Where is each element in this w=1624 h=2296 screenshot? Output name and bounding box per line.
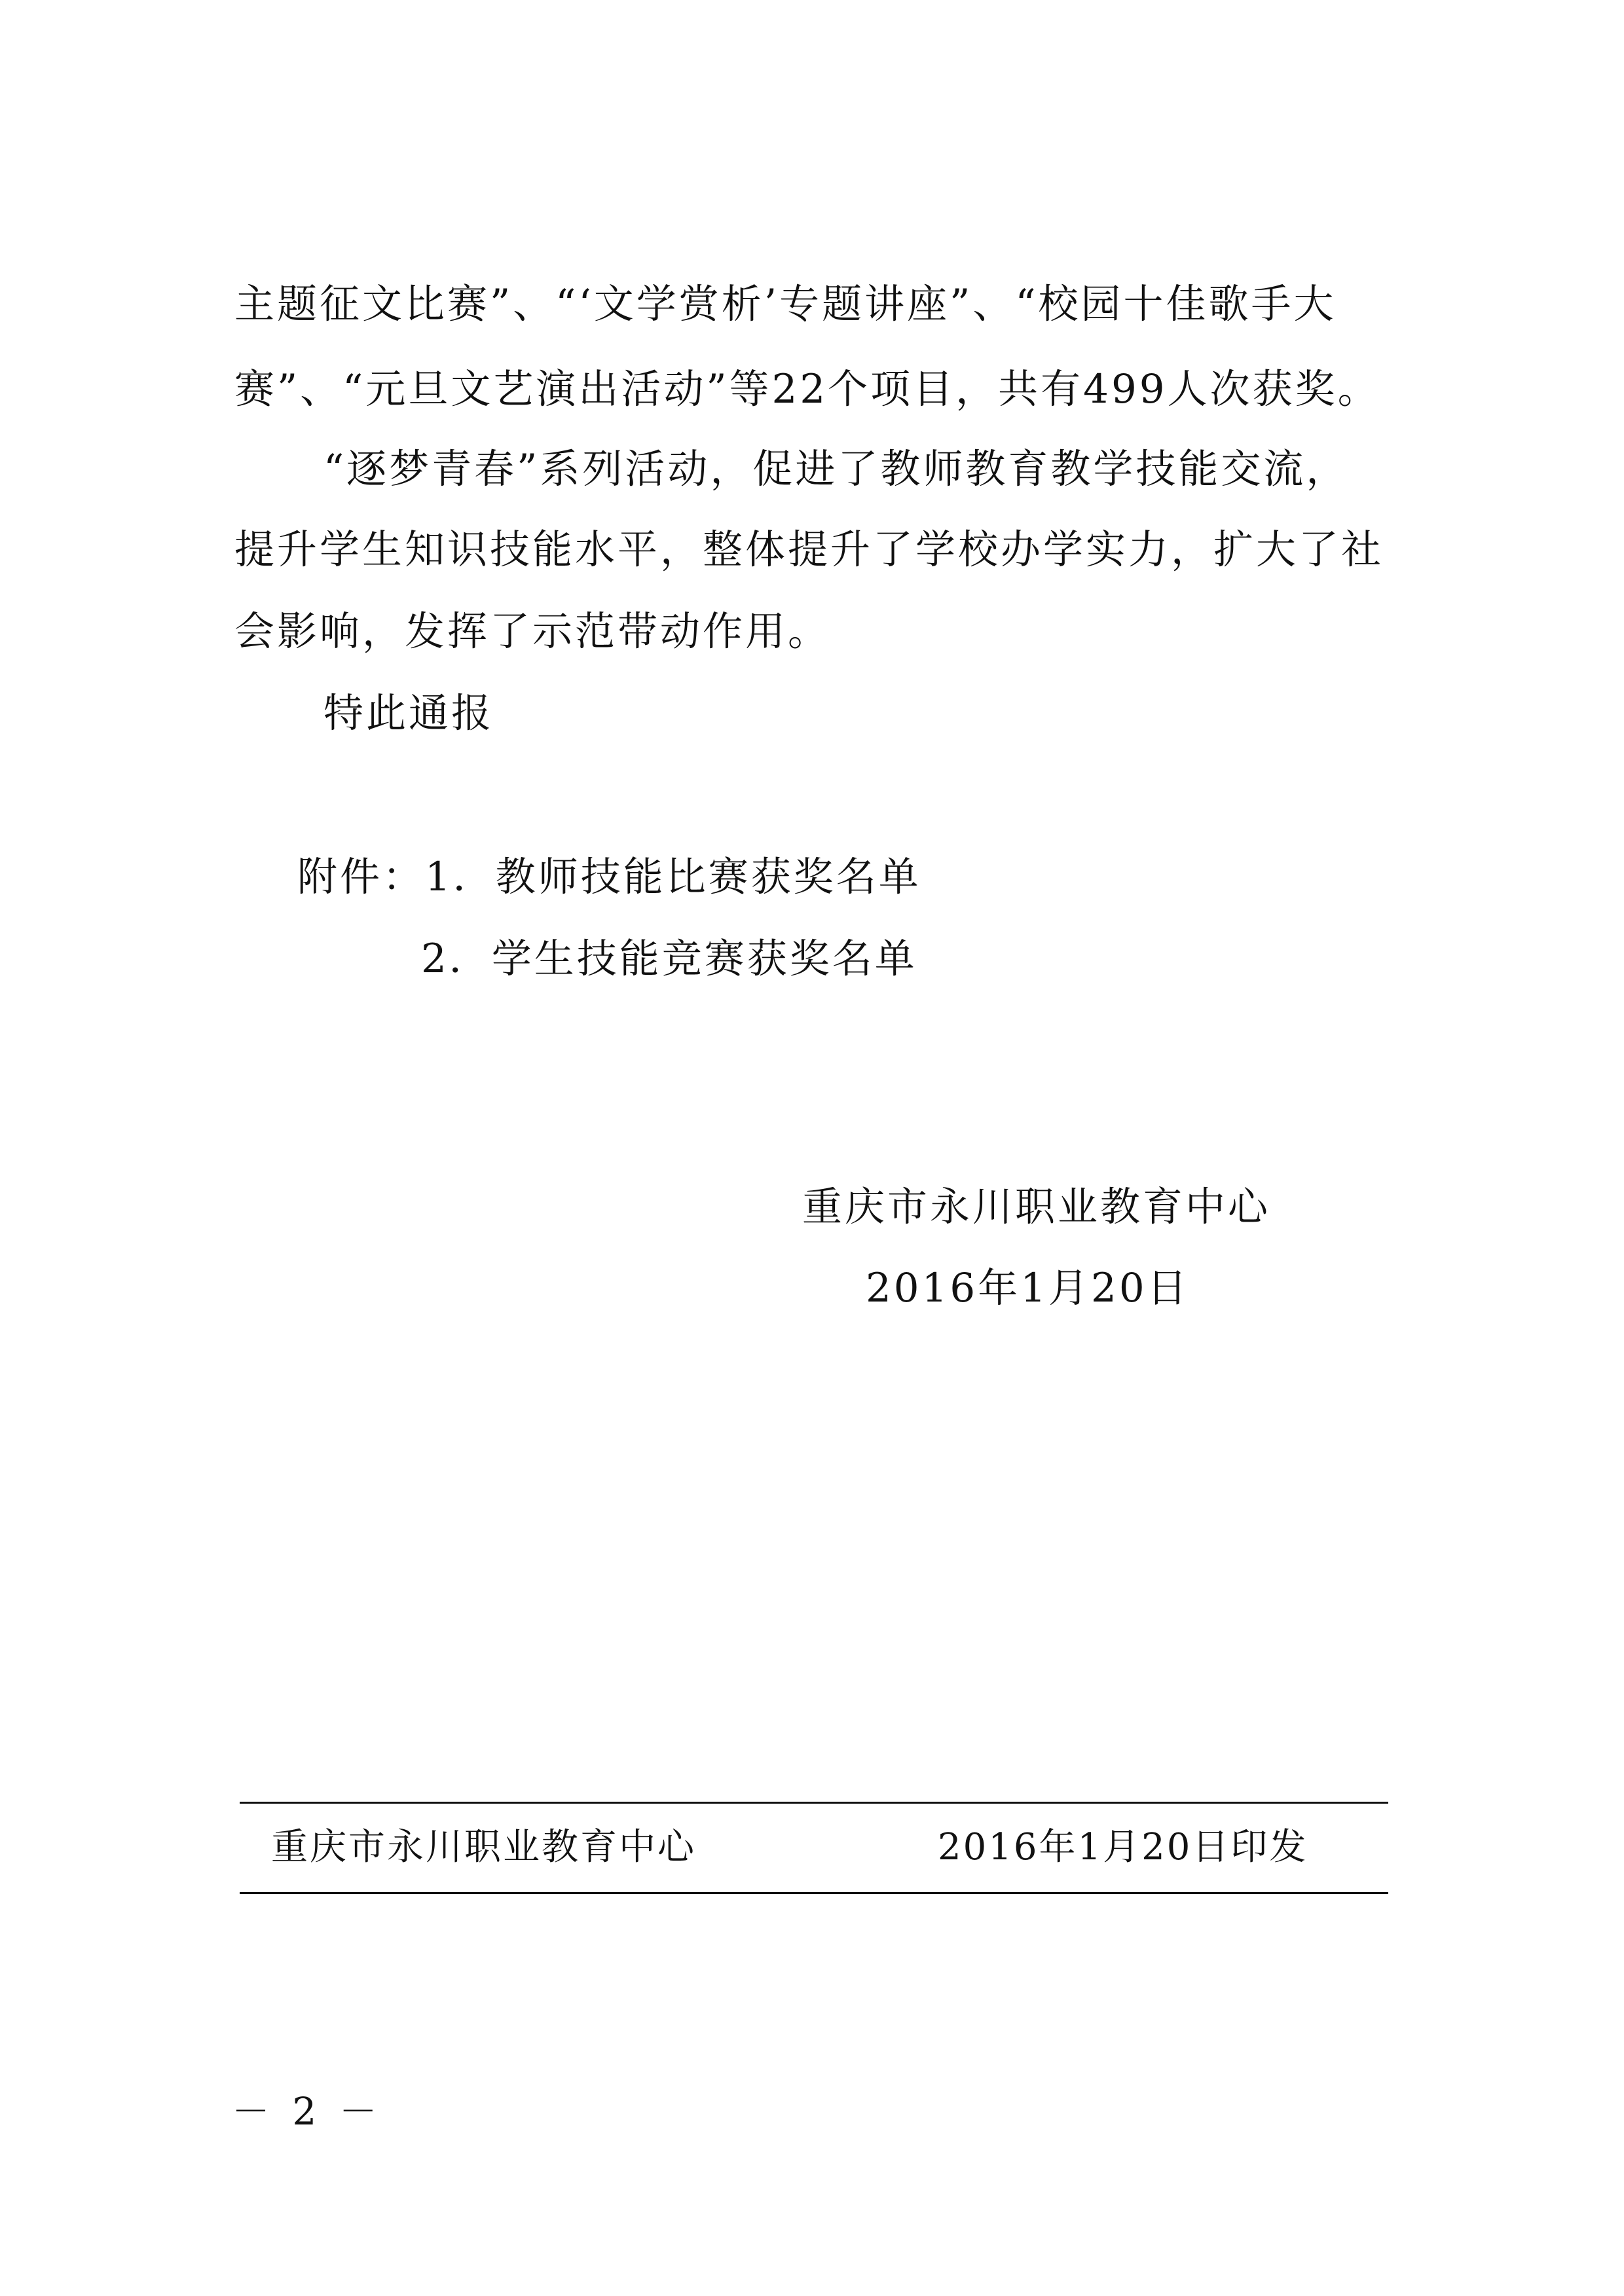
- attachment-line-2: 2．学生技能竞赛获奖名单: [421, 936, 917, 982]
- body-paragraph-2-line-2: 提升学生知识技能水平，整体提升了学校办学实力，扩大了社: [234, 526, 1384, 573]
- footer-top-rule: [240, 1802, 1388, 1804]
- body-paragraph-2-line-1: “逐梦青春”系列活动，促进了教师教育教学技能交流，: [323, 446, 1349, 492]
- body-paragraph-1-line-2: 赛”、“元旦文艺演出活动”等22个项目，共有499人次获奖。: [234, 366, 1380, 412]
- closing-text: 特此通报: [323, 690, 494, 737]
- page-number: － 2 －: [232, 2089, 382, 2134]
- body-paragraph-2-line-3: 会影响，发挥了示范带动作用。: [234, 608, 831, 655]
- footer-issue-date: 2016年1月20日印发: [938, 1826, 1308, 1868]
- signature-date: 2016年1月20日: [866, 1265, 1190, 1311]
- body-paragraph-1-line-1: 主题征文比赛”、“‘文学赏析’专题讲座”、“校园十佳歌手大: [234, 281, 1337, 327]
- signature-organization: 重庆市永川职业教育中心: [802, 1184, 1271, 1230]
- footer-issuer: 重庆市永川职业教育中心: [271, 1826, 696, 1868]
- attachment-line-1: 附件：1．教师技能比赛获奖名单: [297, 854, 921, 900]
- footer-bottom-rule: [240, 1892, 1388, 1894]
